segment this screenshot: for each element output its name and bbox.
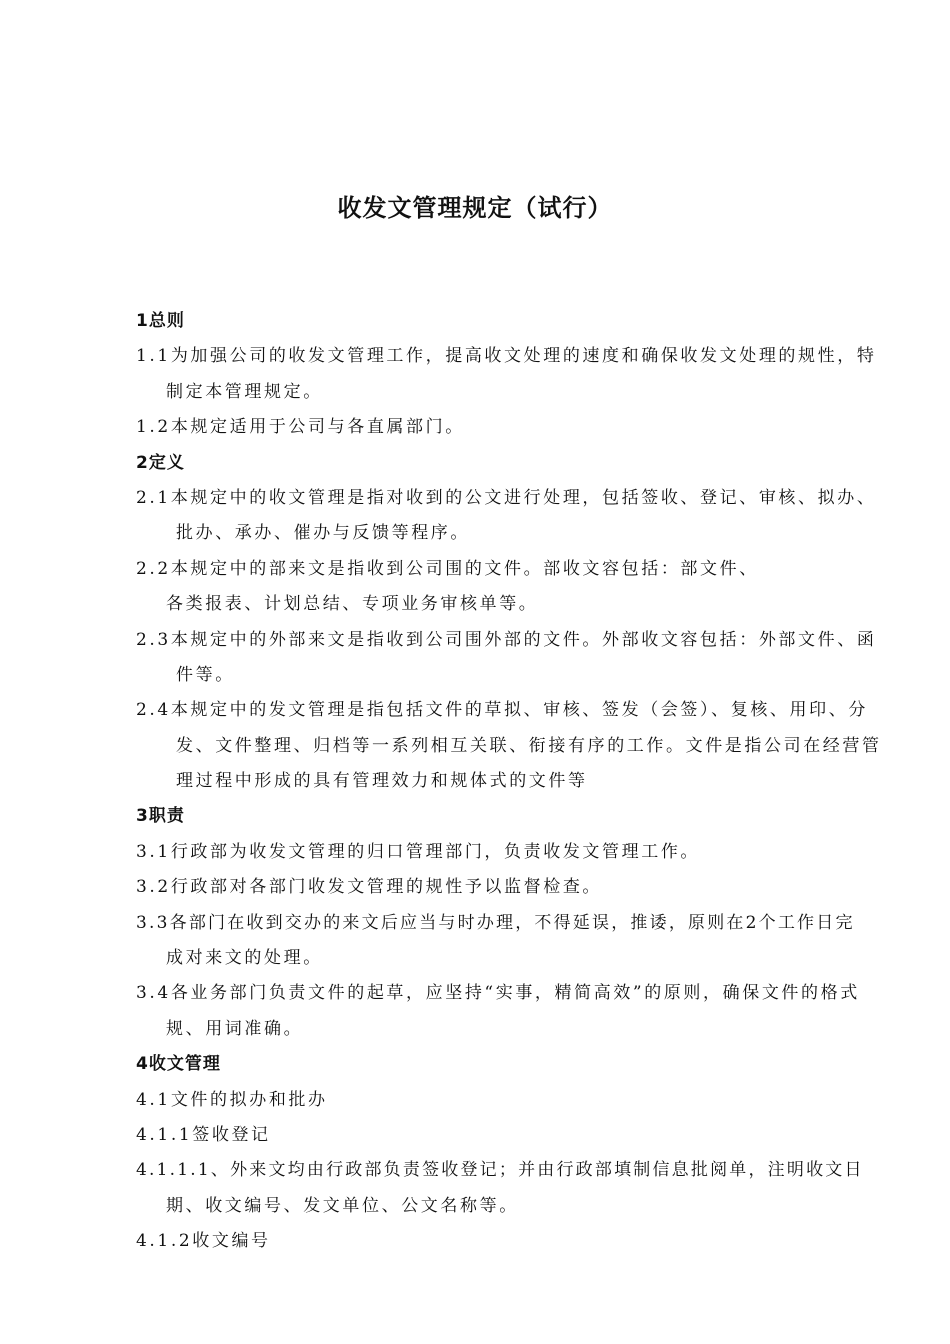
paragraph-4-1-2: 4.1.2收文编号	[136, 1231, 271, 1252]
paragraph-3-4-cont: 规、用词准确。	[166, 1018, 304, 1039]
paragraph-2-4-cont-2: 理过程中形成的具有管理效力和规体式的文件等	[176, 771, 588, 792]
paragraph-2-1-cont: 批办、承办、催办与反馈等程序。	[176, 523, 470, 544]
paragraph-3-1: 3.1行政部为收发文管理的归口管理部门，负责收发文管理工作。	[136, 841, 701, 862]
paragraph-1-1: 1.1为加强公司的收发文管理工作，提高收文处理的速度和确保收发文处理的规性，特	[136, 346, 877, 367]
paragraph-3-3-cont: 成对来文的处理。	[166, 948, 323, 969]
paragraph-4-1-1-1: 4.1.1.1、外来文均由行政部负责签收登记；并由行政部填制信息批阅单，注明收文日	[136, 1160, 864, 1181]
paragraph-2-3-cont: 件等。	[176, 664, 235, 685]
paragraph-2-4: 2.4本规定中的发文管理是指包括文件的草拟、审核、签发（会签）、复核、用印、分	[136, 700, 868, 721]
section-heading-general: 1总则	[136, 311, 185, 331]
paragraph-1-1-cont: 制定本管理规定。	[166, 381, 323, 402]
paragraph-3-2: 3.2行政部对各部门收发文管理的规性予以监督检查。	[136, 877, 603, 898]
paragraph-3-3: 3.3各部门在收到交办的来文后应当与时办理，不得延误，推诿，原则在2个工作日完	[136, 912, 855, 933]
paragraph-2-2-cont: 各类报表、计划总结、专项业务审核单等。	[166, 594, 539, 615]
section-heading-definitions: 2定义	[136, 452, 185, 473]
document-body	[136, 304, 882, 1260]
paragraph-1-2: 1.2本规定适用于公司与各直属部门。	[136, 417, 465, 438]
paragraph-2-3: 2.3本规定中的外部来文是指收到公司围外部的文件。外部收文容包括：外部文件、函	[136, 629, 877, 650]
section-heading-receiving: 4收文管理	[136, 1054, 221, 1075]
paragraph-4-1-1-1-cont: 期、收文编号、发文单位、公文名称等。	[166, 1195, 519, 1216]
paragraph-2-4-cont-1: 发、文件整理、归档等一系列相互关联、衔接有序的工作。文件是指公司在经营管	[176, 735, 882, 756]
paragraph-2-2: 2.2本规定中的部来文是指收到公司围的文件。部收文容包括：部文件、	[136, 558, 759, 579]
paragraph-3-4: 3.4各业务部门负责文件的起草，应坚持“实事，精简高效”的原则，确保文件的格式	[136, 983, 860, 1004]
section-heading-responsibilities: 3职责	[136, 806, 185, 827]
paragraph-4-1: 4.1文件的拟办和批办	[136, 1089, 328, 1110]
document-title: 收发文管理规定（试行）	[337, 194, 613, 222]
paragraph-2-1: 2.1本规定中的收文管理是指对收到的公文进行处理，包括签收、登记、审核、拟办、	[136, 487, 877, 508]
paragraph-4-1-1: 4.1.1签收登记	[136, 1124, 271, 1145]
